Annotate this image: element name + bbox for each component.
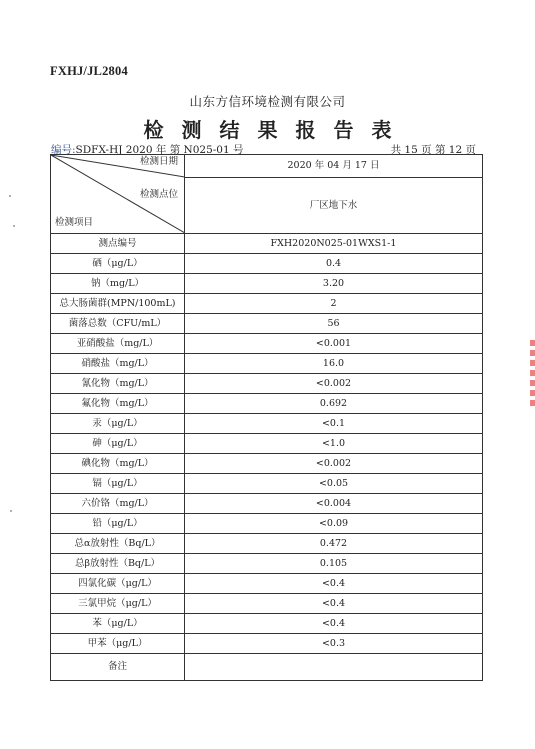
test-item-name: 苯（μg/L） [51, 614, 185, 634]
test-result-value: 0.472 [185, 534, 483, 554]
test-item-name: 硝酸盐（mg/L） [51, 354, 185, 374]
table-row [51, 374, 483, 394]
table-row [51, 514, 483, 534]
test-item-name: 氟化物（mg/L） [51, 394, 185, 414]
test-item-name: 亚硝酸盐（mg/L） [51, 334, 185, 354]
test-item-name: 总大肠菌群(MPN/100mL) [51, 294, 185, 314]
table-row [51, 634, 483, 654]
test-result-value: 16.0 [185, 354, 483, 374]
test-result-value: <0.09 [185, 514, 483, 534]
scan-speck [13, 225, 15, 227]
table-row [51, 254, 483, 274]
test-result-value: <0.05 [185, 474, 483, 494]
test-date-value: 2020 年 04 月 17 日 [185, 155, 483, 178]
seal-edge-mark [530, 340, 535, 410]
test-result-value: <0.4 [185, 574, 483, 594]
test-result-value: 3.20 [185, 274, 483, 294]
report-title: 检测结果报告表 [143, 118, 410, 142]
company-name: 山东方信环境检测有限公司 [189, 94, 346, 109]
test-item-name: 甲苯（μg/L） [51, 634, 185, 654]
test-result-value: <0.002 [185, 374, 483, 394]
header-date-label: 检测日期 [139, 156, 178, 167]
header-row-date [51, 155, 483, 178]
scan-speck [10, 510, 12, 512]
test-item-name: 钠（mg/L） [51, 274, 185, 294]
table-row [51, 394, 483, 414]
table-row [51, 274, 483, 294]
test-result-value: <0.4 [185, 614, 483, 634]
remark-label: 备注 [51, 654, 185, 681]
test-result-value: <0.004 [185, 494, 483, 514]
table-row [51, 574, 483, 594]
table-row [51, 314, 483, 334]
test-result-value: <0.4 [185, 594, 483, 614]
table-row [51, 354, 483, 374]
test-item-name: 四氯化碳（μg/L） [51, 574, 185, 594]
table-row [51, 294, 483, 314]
test-result-value: 56 [185, 314, 483, 334]
table-row [51, 594, 483, 614]
test-result-value: 2 [185, 294, 483, 314]
report-number-label: 编号: [51, 144, 76, 156]
table-row [51, 534, 483, 554]
test-item-name: 总β放射性（Bq/L） [51, 554, 185, 574]
test-item-name: 碘化物（mg/L） [51, 454, 185, 474]
table-row [51, 414, 483, 434]
test-result-value: <0.002 [185, 454, 483, 474]
table-row [51, 334, 483, 354]
remark-value [185, 654, 483, 681]
location-value: 厂区地下水 [185, 178, 483, 234]
test-item-name: 三氯甲烷（μg/L） [51, 594, 185, 614]
test-item-name: 铅（μg/L） [51, 514, 185, 534]
header-diagonal-cell [51, 155, 185, 234]
header-point-label: 检测点位 [139, 189, 178, 200]
doc-number: FXHJ/JL2804 [50, 64, 128, 78]
table-row [51, 554, 483, 574]
table-row [51, 494, 483, 514]
test-result-value: 0.4 [185, 254, 483, 274]
page-info: 共 15 页 第 12 页 [390, 144, 476, 156]
results-table [50, 154, 483, 681]
test-item-name: 镉（μg/L） [51, 474, 185, 494]
test-item-name: 砷（μg/L） [51, 434, 185, 454]
header-item-label: 检测项目 [55, 217, 94, 228]
test-item-name: 硒（μg/L） [51, 254, 185, 274]
test-result-value: <0.3 [185, 634, 483, 654]
table-row [51, 454, 483, 474]
table-row [51, 434, 483, 454]
test-item-name: 总α放射性（Bq/L） [51, 534, 185, 554]
test-result-value: 0.692 [185, 394, 483, 414]
test-item-name: 菌落总数（CFU/mL） [51, 314, 185, 334]
table-row [51, 234, 483, 254]
test-result-value: <0.1 [185, 414, 483, 434]
table-row [51, 474, 483, 494]
table-row [51, 614, 483, 634]
test-item-name: 氰化物（mg/L） [51, 374, 185, 394]
test-result-value: 0.105 [185, 554, 483, 574]
report-number-value: SDFX-HJ 2020 年 第 N025-01 号 [75, 144, 244, 156]
test-item-name: 测点编号 [51, 234, 185, 254]
remark-row [51, 654, 483, 681]
test-item-name: 六价铬（mg/L） [51, 494, 185, 514]
test-result-value: FXH2020N025-01WXS1-1 [185, 234, 483, 254]
scan-speck [9, 195, 11, 197]
test-item-name: 汞（μg/L） [51, 414, 185, 434]
test-result-value: <0.001 [185, 334, 483, 354]
test-result-value: <1.0 [185, 434, 483, 454]
